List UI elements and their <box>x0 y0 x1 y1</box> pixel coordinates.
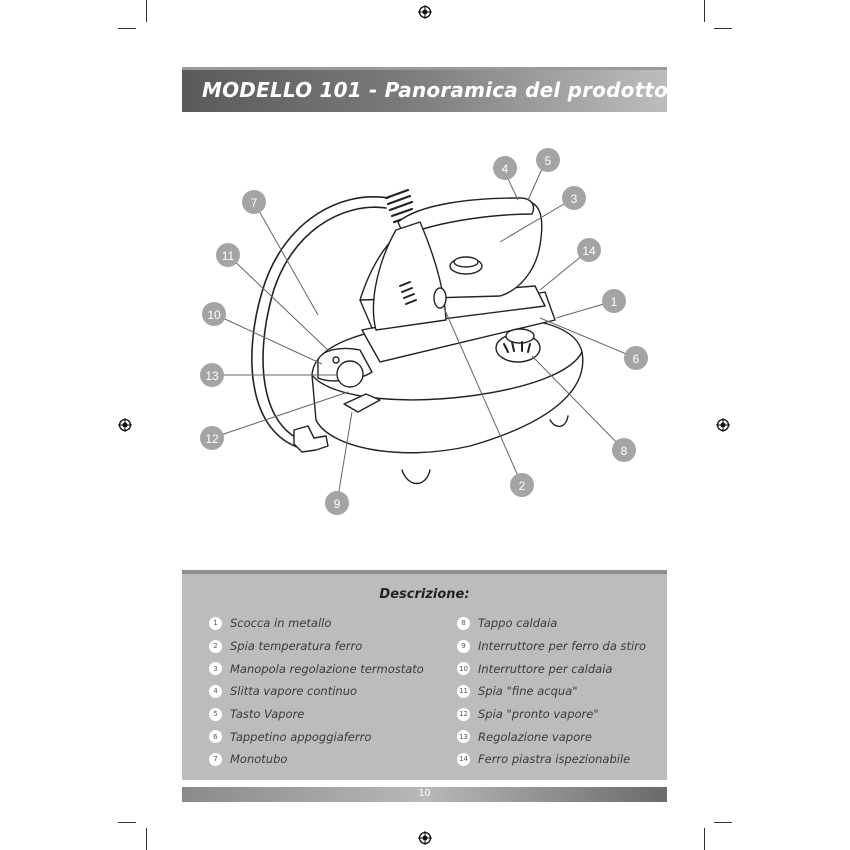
page-title: MODELLO 101 - Panoramica del prodotto <box>202 78 669 102</box>
temperature-light <box>434 288 446 308</box>
callout-bubble <box>612 438 636 462</box>
callout-bubble <box>325 491 349 515</box>
legend-number: 3 <box>209 662 222 675</box>
legend-item <box>209 680 424 703</box>
crop-mark-bottom-right-vertical <box>704 828 705 850</box>
callout-label: 10 <box>207 308 221 322</box>
legend-number: 2 <box>209 640 222 653</box>
crop-mark-bottom-left-horizontal <box>118 822 136 823</box>
legend-item <box>209 703 424 726</box>
callout-label: 6 <box>632 352 640 366</box>
callout-label: 14 <box>582 244 596 258</box>
legend-item <box>209 657 424 680</box>
legend-number: 11 <box>457 685 470 698</box>
legend-label: Manopola regolazione termostato <box>230 661 424 676</box>
legend-item <box>457 680 646 703</box>
legend-label: Spia "fine acqua" <box>478 684 578 699</box>
legend-label: Tappetino appoggiaferro <box>230 729 372 744</box>
callout-bubble <box>602 289 626 313</box>
steam-knob <box>337 361 363 387</box>
callout-bubble <box>624 346 648 370</box>
legend-number: 7 <box>209 753 222 766</box>
callout-label: 3 <box>570 192 578 206</box>
legend-item <box>457 635 646 658</box>
registration-mark-icon <box>418 831 432 845</box>
legend-item <box>209 725 424 748</box>
callout-bubble <box>510 473 534 497</box>
crop-mark-top-left-horizontal <box>118 28 136 29</box>
callout-label: 2 <box>518 479 526 493</box>
legend-item <box>209 748 424 771</box>
callout-bubble <box>202 302 226 326</box>
description-rule <box>182 570 667 574</box>
legend-number: 6 <box>209 730 222 743</box>
product-diagram <box>182 140 672 525</box>
legend-column-right <box>457 612 646 771</box>
registration-mark-icon <box>118 418 132 432</box>
legend-number: 5 <box>209 708 222 721</box>
callout-label: 9 <box>333 497 341 511</box>
legend-number: 10 <box>457 662 470 675</box>
legend-label: Tappo caldaia <box>478 616 558 631</box>
callout-bubble <box>216 243 240 267</box>
legend-item <box>457 725 646 748</box>
callout-bubble <box>200 363 224 387</box>
legend-label: Slitta vapore continuo <box>230 684 358 699</box>
header-banner <box>182 67 667 112</box>
description-panel <box>182 570 667 780</box>
header-rule <box>182 67 667 70</box>
legend-label: Tasto Vapore <box>230 707 305 722</box>
callout-bubble <box>493 156 517 180</box>
crop-mark-bottom-left-vertical <box>146 828 147 850</box>
callout-bubble <box>562 186 586 210</box>
description-title: Descrizione: <box>379 587 470 602</box>
callout-label: 12 <box>205 432 219 446</box>
legend-item <box>457 703 646 726</box>
legend-number: 12 <box>457 708 470 721</box>
registration-mark-icon <box>716 418 730 432</box>
legend-label: Spia temperatura ferro <box>230 639 363 654</box>
legend-number: 14 <box>457 753 470 766</box>
legend-column-left <box>209 612 424 771</box>
legend-number: 13 <box>457 730 470 743</box>
crop-mark-top-left-vertical <box>146 0 147 22</box>
legend-number: 1 <box>209 617 222 630</box>
legend-label: Interruttore per ferro da stiro <box>478 639 647 654</box>
callout-bubble <box>536 148 560 172</box>
callout-label: 11 <box>221 249 235 263</box>
crop-mark-bottom-right-horizontal <box>714 822 732 823</box>
callout-bubble <box>577 238 601 262</box>
callout-label: 13 <box>205 369 219 383</box>
callout-label: 1 <box>610 295 618 309</box>
legend-label: Interruttore per caldaia <box>478 661 613 676</box>
legend-item <box>209 635 424 658</box>
legend-number: 9 <box>457 640 470 653</box>
crop-mark-top-right-horizontal <box>714 28 732 29</box>
callout-bubble <box>242 190 266 214</box>
callout-label: 8 <box>620 444 628 458</box>
crop-mark-top-right-vertical <box>704 0 705 22</box>
callout-label: 4 <box>501 162 509 176</box>
footer-bar <box>182 787 667 802</box>
legend-item <box>209 612 424 635</box>
base-foot <box>402 470 430 484</box>
callout-label: 5 <box>544 154 552 168</box>
base-foot <box>550 416 568 426</box>
registration-mark-icon <box>418 5 432 19</box>
legend-item <box>457 612 646 635</box>
legend-label: Monotubo <box>230 752 288 767</box>
legend-item <box>457 748 646 771</box>
legend-item <box>457 657 646 680</box>
callout-label: 7 <box>250 196 258 210</box>
page-number: 10 <box>418 788 431 799</box>
legend-number: 4 <box>209 685 222 698</box>
callout-bubble <box>200 426 224 450</box>
legend-number: 8 <box>457 617 470 630</box>
legend-label: Ferro piastra ispezionabile <box>478 752 631 767</box>
legend-label: Spia "pronto vapore" <box>478 707 599 722</box>
legend-label: Regolazione vapore <box>478 729 592 744</box>
legend-label: Scocca in metallo <box>230 616 332 631</box>
